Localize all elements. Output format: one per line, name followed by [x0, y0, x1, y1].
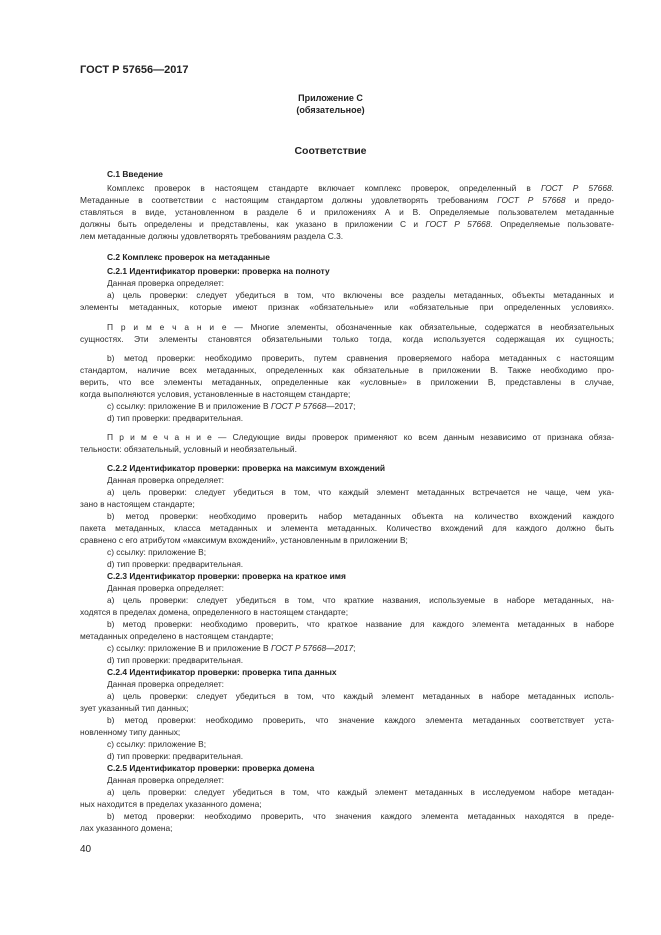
- annex-title: Приложение С: [298, 93, 363, 103]
- paragraph-line: b) метод проверки: необходимо проверить, что значения каждого элемента метаданных находятся в преде-: [107, 811, 614, 821]
- paragraph-line: а) цель проверки: следует убедиться в том, что включены все разделы метаданных, объекты метаданных и: [107, 290, 614, 300]
- paragraph-line: должны быть определены и представлены, как указано в приложении С и ГОСТ Р 57668. Определяемые пользовате-: [80, 219, 614, 229]
- paragraph-line: Комплекс проверок в настоящем стандарте включает комплекс проверок, определенный в ГОСТ Р 57668.: [107, 183, 614, 193]
- section-title: Соответствие: [294, 145, 367, 157]
- note-line: тельности: обязательный, условный и необязательный.: [80, 444, 297, 454]
- paragraph-line: когда выполняются условия, установленные в настоящем стандарте;: [80, 389, 351, 399]
- paragraph-line: d) тип проверки: предварительная.: [107, 655, 244, 665]
- paragraph-line: d) тип проверки: предварительная.: [107, 559, 244, 569]
- heading-c1: С.1 Введение: [107, 169, 163, 179]
- paragraph-line: новленному типу данных;: [80, 727, 181, 737]
- annex-status: (обязательное): [296, 105, 365, 115]
- heading-c2-1: С.2.1 Идентификатор проверки: проверка на полноту: [107, 266, 330, 276]
- paragraph-line: b) метод проверки: необходимо проверить набор метаданных объекта на количество вхождений каждого: [107, 511, 614, 521]
- paragraph-line: пакета метаданных, класса метаданных и элемента метаданных. Количество вхождений для каждого должно быть: [80, 523, 614, 533]
- paragraph-line: d) тип проверки: предварительная.: [107, 751, 244, 761]
- paragraph-line: сравнено с его атрибутом «максимум вхождений», установленным в приложении В;: [80, 535, 408, 545]
- paragraph-line: стандартом, наличие всех метаданных, определенных как обязательные в приложении В. Также необходимо про-: [80, 365, 614, 375]
- paragraph-line: ставляться в виде, установленном в разделе 6 и приложениях А и В. Определяемые пользователем метаданные: [80, 207, 614, 217]
- paragraph-line: лем метаданные должны удовлетворять требованиям раздела С.3.: [80, 231, 344, 241]
- paragraph-line: d) тип проверки: предварительная.: [107, 413, 244, 423]
- paragraph-line: ных находится в пределах указанного домена;: [80, 799, 262, 809]
- heading-c2-4: С.2.4 Идентификатор проверки: проверка типа данных: [107, 667, 337, 677]
- paragraph-line: Данная проверка определяет:: [107, 583, 225, 593]
- paragraph-line: элементы метаданных, которые имеют признак «обязательные» или «обязательные при определенных условиях».: [80, 302, 614, 312]
- paragraph-line: b) метод проверки: необходимо проверить, путем сравнения проверяемого набора метаданных с настоящим: [107, 353, 614, 363]
- paragraph-line: Данная проверка определяет:: [107, 475, 225, 485]
- paragraph-line: b) метод проверки: необходимо проверить, что краткое название для каждого элемента метаданных в наборе: [107, 619, 614, 629]
- note-line: сущностях. Эти элементы становятся обязательными только тогда, когда используется содержащая их сущность;: [80, 334, 614, 344]
- heading-c2-2: С.2.2 Идентификатор проверки: проверка на максимум вхождений: [107, 463, 386, 473]
- paragraph-line: Данная проверка определяет:: [107, 278, 225, 288]
- paragraph-line: Данная проверка определяет:: [107, 679, 225, 689]
- paragraph-line: а) цель проверки: следует убедиться в том, что краткие названия, используемые в наборе метаданных, на-: [107, 595, 614, 605]
- paragraph-line: с) ссылку: приложение В;: [107, 547, 207, 557]
- paragraph-line: с) ссылку: приложение В;: [107, 739, 207, 749]
- paragraph-line: ходятся в пределах домена, определенного в настоящем стандарте;: [80, 607, 349, 617]
- note-line: П р и м е ч а н и е — Многие элементы, обозначенные как обязательные, содержатся в необязательных: [107, 322, 614, 332]
- paragraph-line: метаданных определено в настоящем стандарте;: [80, 631, 274, 641]
- paragraph-line: верить, что все элементы метаданных, определенные как «условные» в приложении В, представлены в случае,: [80, 377, 614, 387]
- heading-c2-3: С.2.3 Идентификатор проверки: проверка на краткое имя: [107, 571, 346, 581]
- paragraph-line: Метаданные в соответствии с настоящим стандартом должны удовлетворять требованиям ГОСТ Р 57668 и предо-: [80, 195, 614, 205]
- paragraph-line: зует указанный тип данных;: [80, 703, 189, 713]
- paragraph-line: лах указанного домена;: [80, 823, 173, 833]
- heading-c2: С.2 Комплекс проверок на метаданные: [107, 252, 270, 262]
- paragraph-line: а) цель проверки: следует убедиться в том, что каждый элемент метаданных встречается не чаще, чем ука-: [107, 487, 614, 497]
- heading-c2-5: С.2.5 Идентификатор проверки: проверка домена: [107, 763, 315, 773]
- paragraph-line: с) ссылку: приложение В и приложение В ГОСТ Р 57668—2017;: [107, 401, 356, 411]
- paragraph-line: b) метод проверки: необходимо проверить, что значение каждого элемента метаданных соответствует уста-: [107, 715, 614, 725]
- paragraph-line: а) цель проверки: следует убедиться в том, что каждый элемент метаданных в исследуемом наборе метадан-: [107, 787, 614, 797]
- paragraph-line: зано в настоящем стандарте;: [80, 499, 195, 509]
- note-line: П р и м е ч а н и е — Следующие виды проверок применяют ко всем данным независимо от признака обяза-: [107, 432, 614, 442]
- paragraph-line: с) ссылку: приложение В и приложение В ГОСТ Р 57668—2017;: [107, 643, 356, 653]
- paragraph-line: Данная проверка определяет:: [107, 775, 225, 785]
- paragraph-line: а) цель проверки: следует убедиться в том, что каждый элемент метаданных в наборе метаданных исполь-: [107, 691, 614, 701]
- page-number: 40: [80, 844, 92, 855]
- standard-number: ГОСТ Р 57656—2017: [80, 64, 189, 76]
